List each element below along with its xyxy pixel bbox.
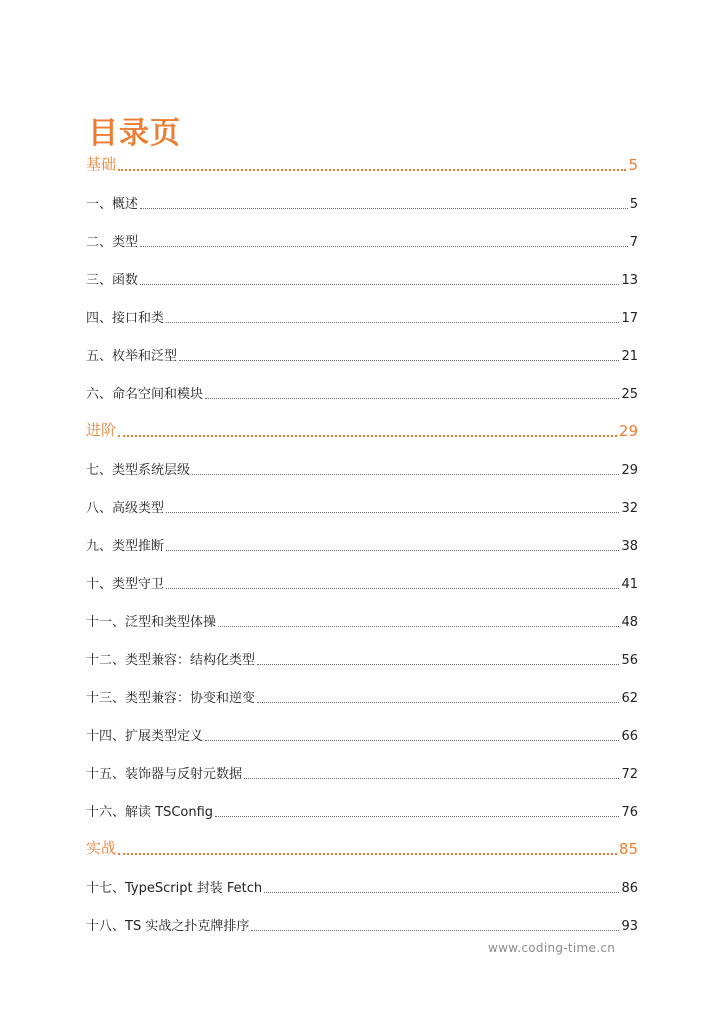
toc-entry-label: 十四、扩展类型定义 <box>86 729 204 744</box>
toc-entry-label: 六、命名空间和模块 <box>86 387 204 402</box>
toc-entry-label: 一、概述 <box>86 197 139 212</box>
toc-dot-leader <box>205 398 619 399</box>
toc-dot-leader <box>179 360 619 361</box>
toc-dot-leader <box>118 853 617 855</box>
toc-dot-leader <box>205 740 619 741</box>
toc-entry-page: 72 <box>621 767 638 782</box>
toc-dot-leader <box>215 816 619 817</box>
toc-entry-page: 66 <box>621 729 638 744</box>
toc-entry-page: 7 <box>629 235 638 250</box>
toc-dot-leader <box>118 169 626 171</box>
toc-entry-page: 17 <box>621 311 638 326</box>
toc-entry-label: 十一、泛型和类型体操 <box>86 615 217 630</box>
toc-entry-label: 三、函数 <box>86 273 139 288</box>
toc-section-heading[interactable] <box>86 829 638 867</box>
toc-entry-page: 85 <box>618 840 638 858</box>
toc-entry-page: 48 <box>621 615 638 630</box>
toc-entry-page: 38 <box>621 539 638 554</box>
toc-entry-label: 八、高级类型 <box>86 501 165 516</box>
toc-entry[interactable] <box>86 259 638 297</box>
toc-dot-leader <box>166 550 619 551</box>
toc-dot-leader <box>264 892 619 893</box>
toc-entry-page: 5 <box>628 156 638 174</box>
toc-entry[interactable] <box>86 449 638 487</box>
toc-entry-page: 76 <box>621 805 638 820</box>
toc-entry[interactable] <box>86 487 638 525</box>
toc-entry-page: 13 <box>621 273 638 288</box>
toc-dot-leader <box>192 474 619 475</box>
toc-dot-leader <box>140 246 628 247</box>
toc-entry-page: 62 <box>621 691 638 706</box>
toc-dot-leader <box>166 322 619 323</box>
toc-entry-page: 93 <box>621 919 638 934</box>
toc-entry[interactable] <box>86 905 638 943</box>
toc-dot-leader <box>140 208 628 209</box>
toc-entry[interactable] <box>86 715 638 753</box>
toc-entry-label: 十五、装饰器与反射元数据 <box>86 767 243 782</box>
page-title: 目录页 <box>88 116 181 152</box>
toc-entry-page: 25 <box>621 387 638 402</box>
table-of-contents <box>86 145 638 943</box>
toc-dot-leader <box>140 284 619 285</box>
toc-entry-page: 32 <box>621 501 638 516</box>
toc-dot-leader <box>166 588 619 589</box>
toc-entry-label: 九、类型推断 <box>86 539 165 554</box>
toc-dot-leader <box>218 626 619 627</box>
toc-dot-leader <box>257 702 619 703</box>
toc-entry[interactable] <box>86 183 638 221</box>
toc-dot-leader <box>257 664 619 665</box>
toc-entry[interactable] <box>86 639 638 677</box>
toc-entry[interactable] <box>86 601 638 639</box>
toc-entry[interactable] <box>86 297 638 335</box>
toc-entry-page: 29 <box>621 463 638 478</box>
toc-section-heading[interactable] <box>86 145 638 183</box>
toc-entry-label: 二、类型 <box>86 235 139 250</box>
toc-entry-label: 十八、TS 实战之扑克牌排序 <box>86 919 250 934</box>
toc-entry-page: 41 <box>621 577 638 592</box>
toc-entry-page: 86 <box>621 881 638 896</box>
toc-entry[interactable] <box>86 867 638 905</box>
toc-entry-label: 十、类型守卫 <box>86 577 165 592</box>
toc-entry[interactable] <box>86 563 638 601</box>
toc-entry[interactable] <box>86 753 638 791</box>
toc-entry-label: 十六、解读 TSConfig <box>86 805 214 820</box>
toc-entry[interactable] <box>86 335 638 373</box>
toc-entry[interactable] <box>86 221 638 259</box>
toc-entry[interactable] <box>86 373 638 411</box>
toc-entry[interactable] <box>86 525 638 563</box>
toc-entry-label: 十七、TypeScript 封装 Fetch <box>86 881 263 896</box>
toc-entry-label: 四、接口和类 <box>86 311 165 326</box>
toc-entry[interactable] <box>86 791 638 829</box>
footer-website: www.coding-time.cn <box>488 941 616 955</box>
toc-entry-page: 29 <box>618 422 638 440</box>
toc-dot-leader <box>166 512 619 513</box>
toc-entry[interactable] <box>86 677 638 715</box>
toc-section-heading[interactable] <box>86 411 638 449</box>
toc-entry-page: 21 <box>621 349 638 364</box>
toc-entry-page: 5 <box>629 197 638 212</box>
toc-entry-label: 十三、类型兼容：协变和逆变 <box>86 691 256 706</box>
toc-dot-leader <box>251 930 619 931</box>
toc-dot-leader <box>118 435 617 437</box>
toc-entry-label: 十二、类型兼容：结构化类型 <box>86 653 256 668</box>
toc-entry-label: 七、类型系统层级 <box>86 463 191 478</box>
toc-entry-label: 进阶 <box>86 421 117 439</box>
toc-entry-page: 56 <box>621 653 638 668</box>
toc-entry-label: 五、枚举和泛型 <box>86 349 178 364</box>
toc-entry-label: 实战 <box>86 839 117 857</box>
toc-entry-label: 基础 <box>86 155 117 173</box>
toc-dot-leader <box>244 778 619 779</box>
